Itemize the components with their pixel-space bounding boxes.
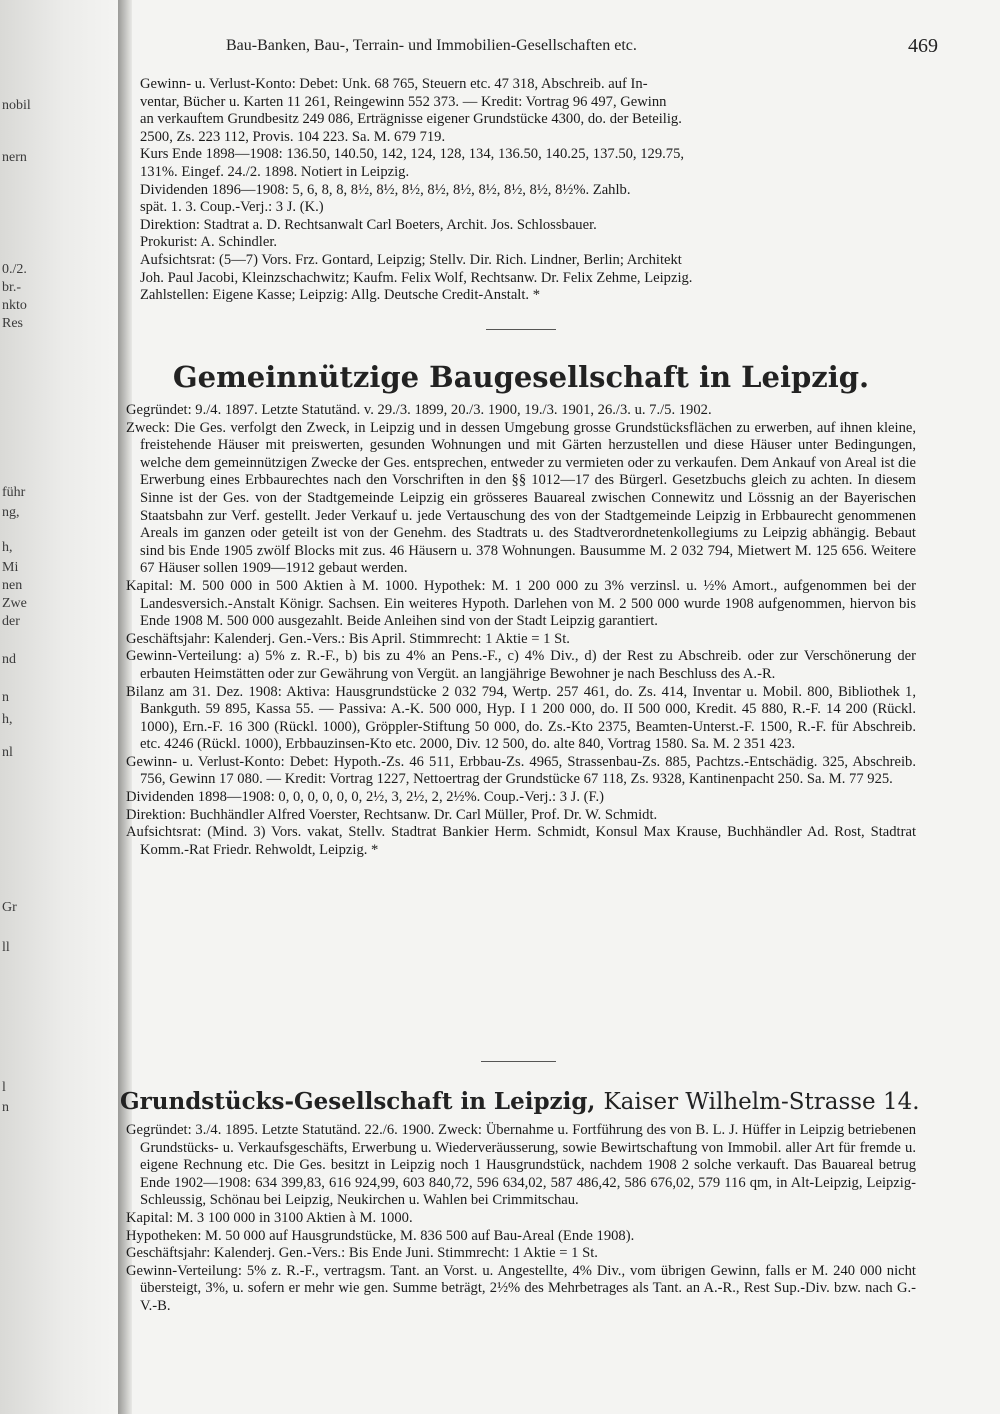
entry-grundstuecks-gesellschaft xyxy=(126,1122,916,1316)
paragraph-aufsichtsrat: Aufsichtsrat: (Mind. 3) Vors. vakat, Stellv. Stadtrat Bankier Herm. Schmidt, Konsul Max Krause, Buchhändler Ad. Rost, Stadtrat Komm.-Rat Friedr. Rehwoldt, Leipzig. * xyxy=(126,824,916,858)
margin-fragment: br.- xyxy=(2,280,22,295)
margin-fragment: h, xyxy=(2,712,13,727)
margin-fragment: Zwe xyxy=(2,596,27,611)
paragraph-gegruendet: Gegründet: 3./4. 1895. Letzte Statutänd. 22./6. 1900. Zweck: Übernahme u. Fortführung des von B. L. J. Hüffer in Leipzig betriebenen Grundstücks- u. Verkaufsgeschäfts, Erwerbung u. Wiederveräusserung, sowie Bewirtschaftung von Immobil. aller Art für fremde u. eigene Rechnung etc. Die Ges. besitzt in Leipzig noch 1 Hausgrundstück, nachdem 1908 2 solche verkauft. Das Bauareal betrug Ende 1902—1908: 634 399,83, 616 924,99, 603 840,72, 596 634,02, 587 486,42, 586 676,02, 579 116 qm, in Alt-Leipzig, Leipzig-Schleussig, Schönau bei Leipzig, Neukirchen u. Wahlen bei Crimmitschau. xyxy=(126,1122,916,1209)
section-divider xyxy=(486,329,556,330)
paragraph-gegruendet: Gegründet: 9./4. 1897. Letzte Statutänd. v. 29./3. 1899, 20./3. 1900, 19./3. 1901, 26./3. u. 7./5. 1902. xyxy=(126,402,712,418)
margin-fragment: nen xyxy=(2,578,23,593)
text-line: Zahlstellen: Eigene Kasse; Leipzig: Allg. Deutsche Credit-Anstalt. * xyxy=(140,287,541,304)
margin-fragment: l xyxy=(2,1080,6,1095)
margin-fragment: führ xyxy=(2,485,26,500)
entry-title-main: Grundstücks-Gesellschaft in Leipzig, xyxy=(120,1088,596,1115)
margin-fragment: ng, xyxy=(2,505,20,520)
margin-fragment: h, xyxy=(2,540,13,555)
margin-fragment: nern xyxy=(2,150,27,165)
running-header xyxy=(226,35,938,57)
margin-fragment: nl xyxy=(2,745,13,760)
paragraph-zweck: Zweck: Die Ges. verfolgt den Zweck, in Leipzig und in dessen Umgebung grosse Grundstücksflächen zu erwerben, auf ihnen kleine, freistehende Häuser mit preiswerten, gesunden Wohnungen und mit Gärten herzustellen und diese Häuser unter Bedingungen, welche dem gemeinnützigen Zwecke der Ges. entsprechen, entweder zu vermieten oder zu verkaufen. Dem Ankauf von Areal ist die Erwerbung eines Erbbaurechtes nach den Vorschriften in den §§ 1012—17 des Bürgerl. Gesetzbuchs gleich zu achten. In diesem Sinne ist der Ges. von der Stadtgemeinde Leipzig ein grösseres Bauareal zwischen Connewitz und Lössnig an der Bayerischen Staatsbahn zur Verf. gestellt. Jeder Verkauf u. jede Vertauschung des von der Stadtgemeinde Leipzig in Erbbaurecht genommenen Areals im ganzen oder geteilt ist von der Genehm. des Stadtrats u. des Stadtverordnetenkollegiums zu Leipzig abhängig. Bebaut sind bis Ende 1905 zwölf Blocks mit zus. 46 Häusern u. 378 Wohnungen. Bausumme M. 2 032 794, Mietwert M. 125 656. Weitere 67 Häuser sollen 1909—1912 gebaut werden. xyxy=(126,419,916,577)
text-line: spät. 1. 3. Coup.-Verj.: 3 J. (K.) xyxy=(140,199,324,216)
text-line: Dividenden 1896—1908: 5, 6, 8, 8, 8½, 8½, 8½, 8½, 8½, 8½, 8½, 8½, 8½%. Zahlb. xyxy=(140,181,631,198)
book-page xyxy=(120,0,938,1414)
paragraph-bilanz: Bilanz am 31. Dez. 1908: Aktiva: Hausgrundstücke 2 032 794, Wertp. 257 461, do. Zs. 414, Inventar u. Mobil. 800, Bibliothek 1, Bankguth. 59 895, Kassa 55. — Passiva: A.-K. 500 000, Hyp. I 1 200 000, do. II 500 000, Kredit. 45 880, R.-F. 14 200 (Rückl. 1000), Ern.-F. 16 300 (Rückl. 1000), Gröppler-Stiftung 50 000, do. Zs.-Kto 2375, Beamten-Unterst.-F. 1500, R.-F. für Abschreib. etc. 4246 (Rückl. 1000), Erbbauzinsen-Kto etc. 2000, Div. 12 500, do. alte 840, Vortrag 1580. Sa. M. 2 351 423. xyxy=(126,683,916,753)
entry-title-address: Kaiser Wilhelm-Strasse 14. xyxy=(603,1089,920,1115)
text-line: Aufsichtsrat: (5—7) Vors. Frz. Gontard, Leipzig; Stellv. Dir. Rich. Lindner, Berlin; Architekt xyxy=(140,251,682,268)
text-line: an verkauftem Grundbesitz 249 086, Erträgnisse eigener Grundstücke 4300, do. der Beteilig. xyxy=(140,111,682,128)
margin-fragment: der xyxy=(2,614,20,629)
section-divider xyxy=(481,1061,556,1062)
adjacent-page-fragment xyxy=(0,0,118,1414)
text-line: Gewinn- u. Verlust-Konto: Debet: Unk. 68 765, Steuern etc. 47 318, Abschreib. auf In- xyxy=(140,76,648,92)
running-title: Bau-Banken, Bau-, Terrain- und Immobilien-Gesellschaften etc. xyxy=(226,37,637,54)
text-line: 2500, Zs. 223 112, Provis. 104 223. Sa. M. 679 719. xyxy=(140,128,446,145)
text-line: Prokurist: A. Schindler. xyxy=(140,234,278,251)
margin-fragment: ll xyxy=(2,940,10,955)
text-line: Kurs Ende 1898—1908: 136.50, 140.50, 142, 124, 128, 134, 136.50, 140.25, 137.50, 129.75, xyxy=(140,146,685,163)
margin-fragment: nkto xyxy=(2,298,27,313)
paragraph-dividenden: Dividenden 1898—1908: 0, 0, 0, 0, 0, 0, 2½, 3, 2½, 2, 2½%. Coup.-Verj.: 3 J. (F.) xyxy=(126,789,604,806)
paragraph-kapital: Kapital: M. 3 100 000 in 3100 Aktien à M. 1000. xyxy=(126,1209,413,1226)
margin-fragment: Res xyxy=(2,316,23,331)
paragraph-gewinn-verlust: Gewinn- u. Verlust-Konto: Debet: Hypoth.-Zs. 46 511, Erbbau-Zs. 4965, Strassenbau-Zs. 885, Pachtzs.-Entschädig. 325, Abschreib. 756, Gewinn 17 080. — Kredit: Vortrag 1227, Nettoertrag der Grundstücke 67 118, Zs. 9328, Kantinenpacht 250. Sa. M. 77 925. xyxy=(126,753,916,788)
paragraph-geschaeftsjahr: Geschäftsjahr: Kalenderj. Gen.-Vers.: Bis April. Stimmrecht: 1 Aktie = 1 St. xyxy=(126,630,570,647)
previous-entry-continuation xyxy=(126,76,916,305)
page-number: 469 xyxy=(908,35,938,57)
margin-fragment: 0./2. xyxy=(2,262,27,277)
margin-fragment: Mi xyxy=(2,560,19,575)
text-line: ventar, Bücher u. Karten 11 261, Reingewinn 552 373. — Kredit: Vortrag 96 497, Gewinn xyxy=(140,93,667,110)
entry-title: Gemeinnützige Baugesellschaft in Leipzig. xyxy=(172,360,870,394)
margin-fragment: nobil xyxy=(2,98,31,113)
paragraph-gewinn-verteilung: Gewinn-Verteilung: 5% z. R.-F., vertragsm. Tant. an Vorst. u. Angestellte, 4% Div., vom übrigen Gewinn, falls er M. 240 000 nicht übersteigt, 3%, u. sofern er mehr wie gen. Summe beträgt, 2½% des Mehrbetrages als Tant. an A.-R., Rest Sup.-Div. bzw. nach G.-V.-B. xyxy=(126,1262,916,1314)
margin-fragment: n xyxy=(2,1100,9,1115)
text-line: Joh. Paul Jacobi, Kleinzschachwitz; Kaufm. Felix Wolf, Rechtsanw. Dr. Felix Zehme, Leipzig. xyxy=(140,269,693,286)
paragraph-hypotheken: Hypotheken: M. 50 000 auf Hausgrundstücke, M. 836 500 auf Bau-Areal (Ende 1908). xyxy=(126,1227,635,1244)
paragraph-gewinn-verteilung: Gewinn-Verteilung: a) 5% z. R.-F., b) bis zu 4% an Pens.-F., c) 4% Div., d) der Rest zu Abschreib. oder zur Verschönerung der erbauten Heimstätten oder zur Gewährung von Vergüt. an langjährige Bewohner je nach Beschluss des A.-R. xyxy=(126,648,916,682)
margin-fragment: nd xyxy=(2,652,16,667)
margin-fragment: n xyxy=(2,690,9,705)
paragraph-kapital: Kapital: M. 500 000 in 500 Aktien à M. 1000. Hypothek: M. 1 200 000 zu 3% verzinsl. u. ½% Amort., aufgenommen bei der Landesversich.-Anstalt Königr. Sachsen. Ein weiteres Hypoth. Darlehen von M. 2 500 000 wurde 1908 aufgenommen, hiervon bis Ende 1908 M. 500 000 ausgezahlt. Beide Anleihen sind von der Stadt Leipzig garantiert. xyxy=(126,577,916,630)
paragraph-direktion: Direktion: Buchhändler Alfred Voerster, Rechtsanw. Dr. Carl Müller, Prof. Dr. W. Schmidt. xyxy=(126,806,658,823)
entry-gemeinnuetzige-baugesellschaft xyxy=(126,402,916,859)
paragraph-geschaeftsjahr: Geschäftsjahr: Kalenderj. Gen.-Vers.: Bis Ende Juni. Stimmrecht: 1 Aktie = 1 St. xyxy=(126,1245,598,1262)
margin-fragment: Gr xyxy=(2,900,17,915)
entry-title xyxy=(120,1088,920,1115)
text-line: Direktion: Stadtrat a. D. Rechtsanwalt Carl Boeters, Archit. Jos. Schlossbauer. xyxy=(140,216,597,233)
text-line: 131%. Eingef. 24./2. 1898. Notiert in Leipzig. xyxy=(140,163,410,180)
